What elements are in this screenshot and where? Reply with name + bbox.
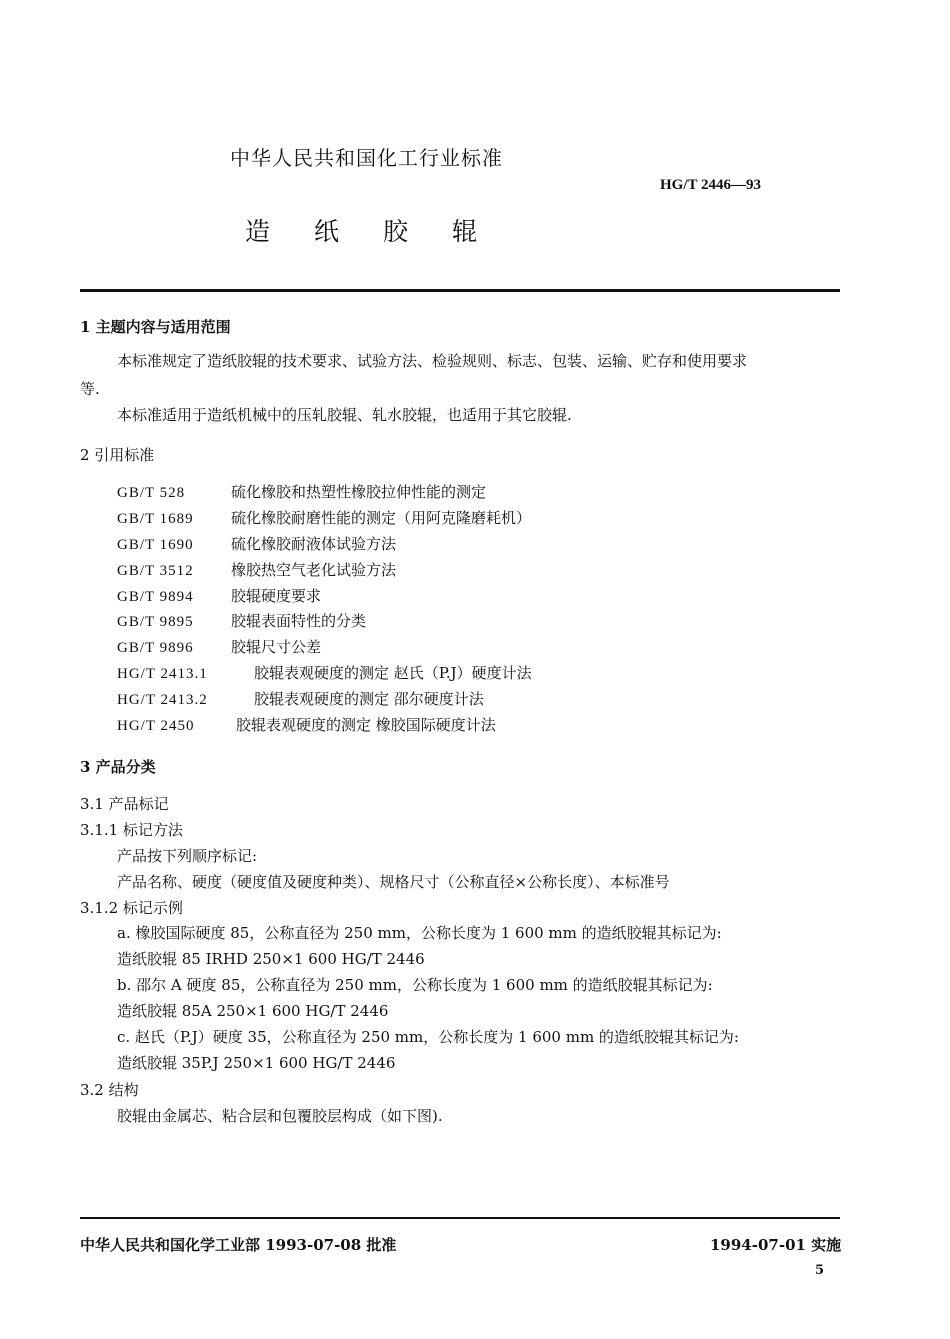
reference-item xyxy=(117,635,532,661)
marking-method-line-1: 产品按下列顺序标记: xyxy=(117,847,258,865)
example-a-marking: 造纸胶辊 85 IRHD 250×1 600 HG/T 2446 xyxy=(117,950,425,968)
reference-item xyxy=(117,558,532,584)
reference-title: 硫化橡胶和热塑性橡胶拉伸性能的测定 xyxy=(231,483,487,501)
footer-divider xyxy=(80,1217,840,1219)
reference-item xyxy=(117,687,532,713)
section-1-paragraph-1-line-1: 本标准规定了造纸胶辊的技术要求、试验方法、检验规则、标志、包装、运输、贮存和使用要求 xyxy=(117,352,748,370)
standard-category-title: 中华人民共和国化工行业标准 xyxy=(230,146,503,170)
section-1-heading: 1 主题内容与适用范围 xyxy=(80,318,231,336)
page-number: 5 xyxy=(815,1263,825,1278)
section-2-heading: 2 引用标准 xyxy=(80,446,155,464)
reference-code: GB/T 9894 xyxy=(117,588,194,605)
reference-code: GB/T 528 xyxy=(117,485,186,501)
reference-item xyxy=(117,480,532,506)
reference-title: 硫化橡胶耐液体试验方法 xyxy=(231,534,397,553)
reference-item xyxy=(117,584,532,610)
standard-code: HG/T 2446—93 xyxy=(660,177,761,193)
reference-title: 胶辊表观硬度的测定 赵氏（P.J）硬度计法 xyxy=(254,664,532,683)
example-c-marking: 造纸胶辊 35P.J 250×1 600 HG/T 2446 xyxy=(117,1054,396,1072)
reference-code: HG/T 2450 xyxy=(117,718,195,735)
example-b-text: b. 邵尔 A 硬度 85，公称直径为 250 mm，公称长度为 1 600 mm 的造纸胶辊其标记为: xyxy=(117,976,713,994)
title-char: 造 xyxy=(245,217,271,246)
section-3-1-heading: 3.1 产品标记 xyxy=(80,795,169,813)
section-1-paragraph-2: 本标准适用于造纸机械中的压轧胶辊、轧水胶辊，也适用于其它胶辊. xyxy=(117,406,572,424)
section-3-heading: 3 产品分类 xyxy=(80,758,156,776)
header-divider xyxy=(80,289,840,292)
document-title xyxy=(245,212,521,248)
reference-code: GB/T 3512 xyxy=(117,562,194,579)
reference-code: GB/T 1690 xyxy=(117,536,194,553)
section-3-2-heading: 3.2 结构 xyxy=(80,1081,139,1099)
reference-title: 胶辊表面特性的分类 xyxy=(231,612,367,631)
structure-text: 胶辊由金属芯、粘合层和包覆胶层构成（如下图). xyxy=(117,1107,443,1125)
reference-code: HG/T 2413.2 xyxy=(117,692,208,709)
reference-item xyxy=(117,609,532,635)
marking-method-line-2: 产品名称、硬度（硬度值及硬度种类）、规格尺寸（公称直径×公称长度）、本标准号 xyxy=(117,873,670,891)
reference-item xyxy=(117,713,532,739)
section-1-paragraph-1-line-2: 等. xyxy=(80,380,100,398)
title-char: 辊 xyxy=(452,217,478,246)
reference-title: 硫化橡胶耐磨性能的测定（用阿克隆磨耗机） xyxy=(231,508,532,527)
reference-code: GB/T 1689 xyxy=(117,510,194,527)
reference-title: 胶辊硬度要求 xyxy=(231,586,322,605)
reference-title: 橡胶热空气老化试验方法 xyxy=(231,560,397,579)
reference-code: GB/T 9896 xyxy=(117,640,194,657)
approval-line: 中华人民共和国化学工业部 1993-07-08 批准 xyxy=(80,1236,397,1254)
example-b-marking: 造纸胶辊 85A 250×1 600 HG/T 2446 xyxy=(117,1002,389,1020)
effective-date: 1994-07-01 实施 xyxy=(710,1236,842,1254)
reference-code: GB/T 9895 xyxy=(117,614,194,631)
reference-title: 胶辊表观硬度的测定 邵尔硬度计法 xyxy=(254,690,484,709)
reference-list xyxy=(117,480,532,739)
reference-item xyxy=(117,506,532,532)
reference-code: HG/T 2413.1 xyxy=(117,666,208,683)
reference-title: 胶辊表观硬度的测定 橡胶国际硬度计法 xyxy=(236,716,496,735)
example-c-text: c. 赵氏（P.J）硬度 35，公称直径为 250 mm，公称长度为 1 600 mm 的造纸胶辊其标记为: xyxy=(117,1028,739,1046)
example-a-text: a. 橡胶国际硬度 85，公称直径为 250 mm，公称长度为 1 600 mm 的造纸胶辊其标记为: xyxy=(117,924,722,942)
section-3-1-2-heading: 3.1.2 标记示例 xyxy=(80,899,183,917)
title-char: 纸 xyxy=(314,217,340,246)
reference-title: 胶辊尺寸公差 xyxy=(231,638,322,657)
title-char: 胶 xyxy=(383,217,409,246)
reference-item xyxy=(117,532,532,558)
reference-item xyxy=(117,661,532,687)
section-3-1-1-heading: 3.1.1 标记方法 xyxy=(80,821,183,839)
